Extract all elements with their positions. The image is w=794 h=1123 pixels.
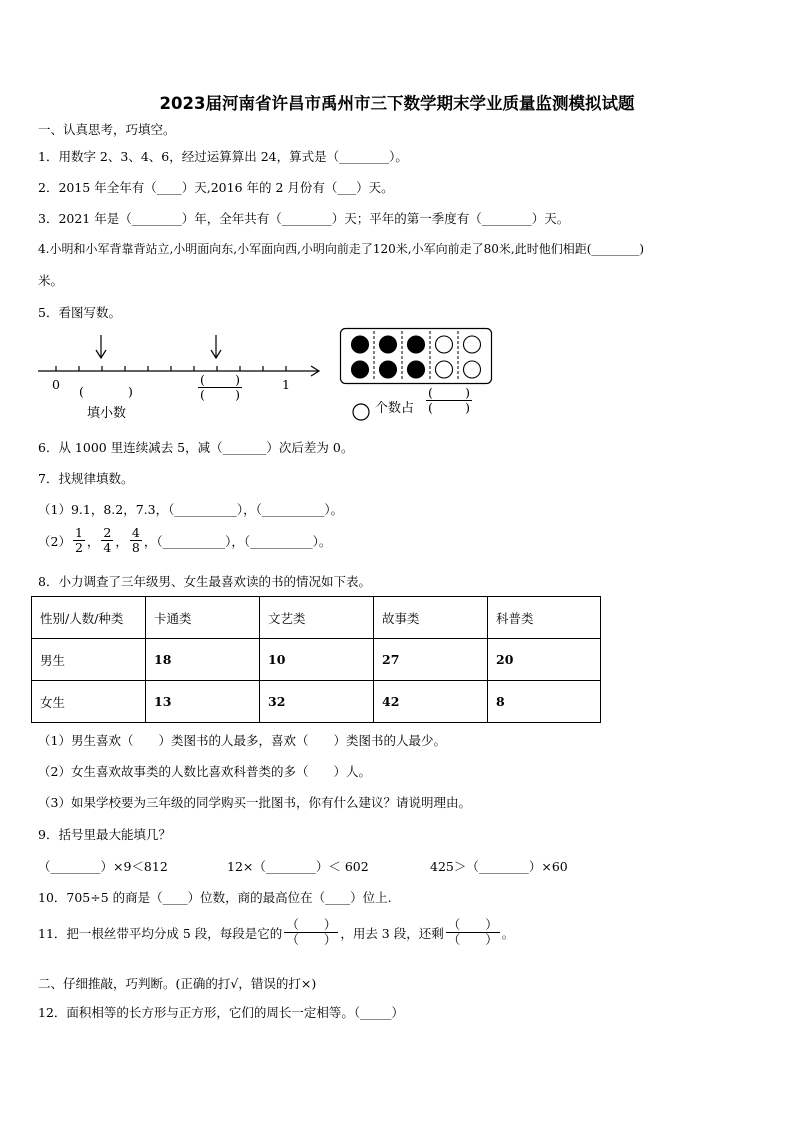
filled-circle (352, 361, 369, 378)
question-2: 2．2015 年全年有（____）天,2016 年的 2 月份有（___）天。 (38, 180, 394, 195)
question-9-c: 425＞（________）×60 (430, 859, 568, 874)
question-10: 10．705÷5 的商是（____）位数，商的最高位在（____）位上. (38, 890, 392, 905)
question-8-part-3: （3）如果学校要为三年级的同学购买一批图书，你有什么建议？请说明理由。 (38, 795, 471, 810)
fraction-3: $\frac{4}{8}$ (131, 525, 140, 555)
survey-table (31, 596, 601, 723)
table-cell: 13 (146, 681, 260, 723)
fraction-per-segment: $\frac{( )}{( )}$ (286, 917, 337, 947)
empty-circle (464, 336, 481, 353)
question-7: 7．找规律填数。 (38, 471, 134, 486)
table-cell: 42 (374, 681, 488, 723)
table-header-cell: 文艺类 (260, 597, 374, 639)
caption-decimal: 填小数 (87, 406, 127, 421)
table-cell: 18 (146, 639, 260, 681)
question-8: 8．小力调查了三年级男、女生最喜欢读的书的情况如下表。 (38, 574, 371, 589)
fraction-remaining: $\frac{( )}{( )}$ (447, 917, 498, 947)
filled-circle (408, 336, 425, 353)
table-header-cell: 卡通类 (146, 597, 260, 639)
table-header-cell: 性别/人数/种类 (32, 597, 146, 639)
fraction-2: $\frac{2}{4}$ (103, 525, 112, 555)
table-cell: 27 (374, 639, 488, 681)
table-row (32, 639, 601, 681)
question-4-line-1: 4.小明和小军背靠背站立,小明面向东,小军面向西,小明向前走了120米,小军向前走了80米,此时他们相距(________) (38, 242, 645, 256)
question-3: 3．2021 年是（________）年，全年共有（________）天；平年的第一季度有（________）天。 (38, 211, 570, 226)
question-12: 12．面积相等的长方形与正方形，它们的周长一定相等。（_____） (38, 1005, 404, 1020)
table-header-cell: 科普类 (488, 597, 601, 639)
table-header-cell: 故事类 (374, 597, 488, 639)
paren-open: ( (79, 384, 84, 399)
ten-frame-fraction: ( ) ( ) (428, 385, 470, 415)
table-cell: 8 (488, 681, 601, 723)
question-7-part-1: （1）9.1，8.2，7.3，（__________），（__________）。 (38, 502, 344, 517)
page-title: 2023届河南省许昌市禹州市三下数学期末学业质量监测模拟试题 (159, 94, 635, 113)
question-6: 6．从 1000 里连续减去 5，减（_______）次后差为 0。 (38, 440, 354, 455)
filled-circle (380, 361, 397, 378)
empty-circle (436, 336, 453, 353)
table-cell: 32 (260, 681, 374, 723)
number-line-fraction: ( ) ( ) (200, 372, 240, 402)
fraction-1: $\frac{1}{2}$ (74, 525, 83, 555)
caption-count: 个数占 (375, 401, 415, 416)
table-header-row (32, 597, 601, 639)
table-row (32, 681, 601, 723)
label-one: 1 (282, 377, 290, 392)
question-9: 9．括号里最大能填几？ (38, 827, 171, 842)
question-9-b: 12×（________）＜ 602 (227, 859, 369, 874)
empty-circle (464, 361, 481, 378)
table-cell: 20 (488, 639, 601, 681)
question-9-a: （________）×9＜812 (38, 859, 168, 874)
table-cell: 女生 (32, 681, 146, 723)
empty-circle (436, 361, 453, 378)
question-5: 5．看图写数。 (38, 305, 121, 320)
ten-frame (340, 328, 492, 384)
question-11: 11．把一根丝带平均分成 5 段，每段是它的 $\frac{( )}{( )}$ ，用去 3 段，还剩 $\frac{( )}{( )}$ 。 (38, 917, 515, 947)
question-7-part-2: （2） $\frac{1}{2}$ ， $\frac{2}{4}$ ， $\frac{4}{8}$ ，（__________），（__________）。 (38, 525, 332, 555)
question-4-line-2: 米。 (38, 273, 64, 288)
question-8-part-2: （2）女生喜欢故事类的人数比喜欢科普类的多（ ）人。 (38, 764, 371, 779)
paren-close: ) (128, 384, 133, 399)
filled-circle (380, 336, 397, 353)
table-cell: 男生 (32, 639, 146, 681)
table-cell: 10 (260, 639, 374, 681)
question-8-part-1: （1）男生喜欢（ ）类图书的人最多，喜欢（ ）类图书的人最少。 (38, 733, 446, 748)
filled-circle (408, 361, 425, 378)
section-1-heading: 一、认真思考，巧填空。 (38, 122, 176, 137)
question-1: 1．用数字 2、3、4、6，经过运算算出 24，算式是（________）。 (38, 149, 408, 164)
filled-circle (352, 336, 369, 353)
section-2-heading: 二、仔细推敲，巧判断。(正确的打√，错误的打×) (38, 976, 317, 991)
label-zero: 0 (52, 377, 60, 392)
answer-circle (351, 402, 371, 422)
